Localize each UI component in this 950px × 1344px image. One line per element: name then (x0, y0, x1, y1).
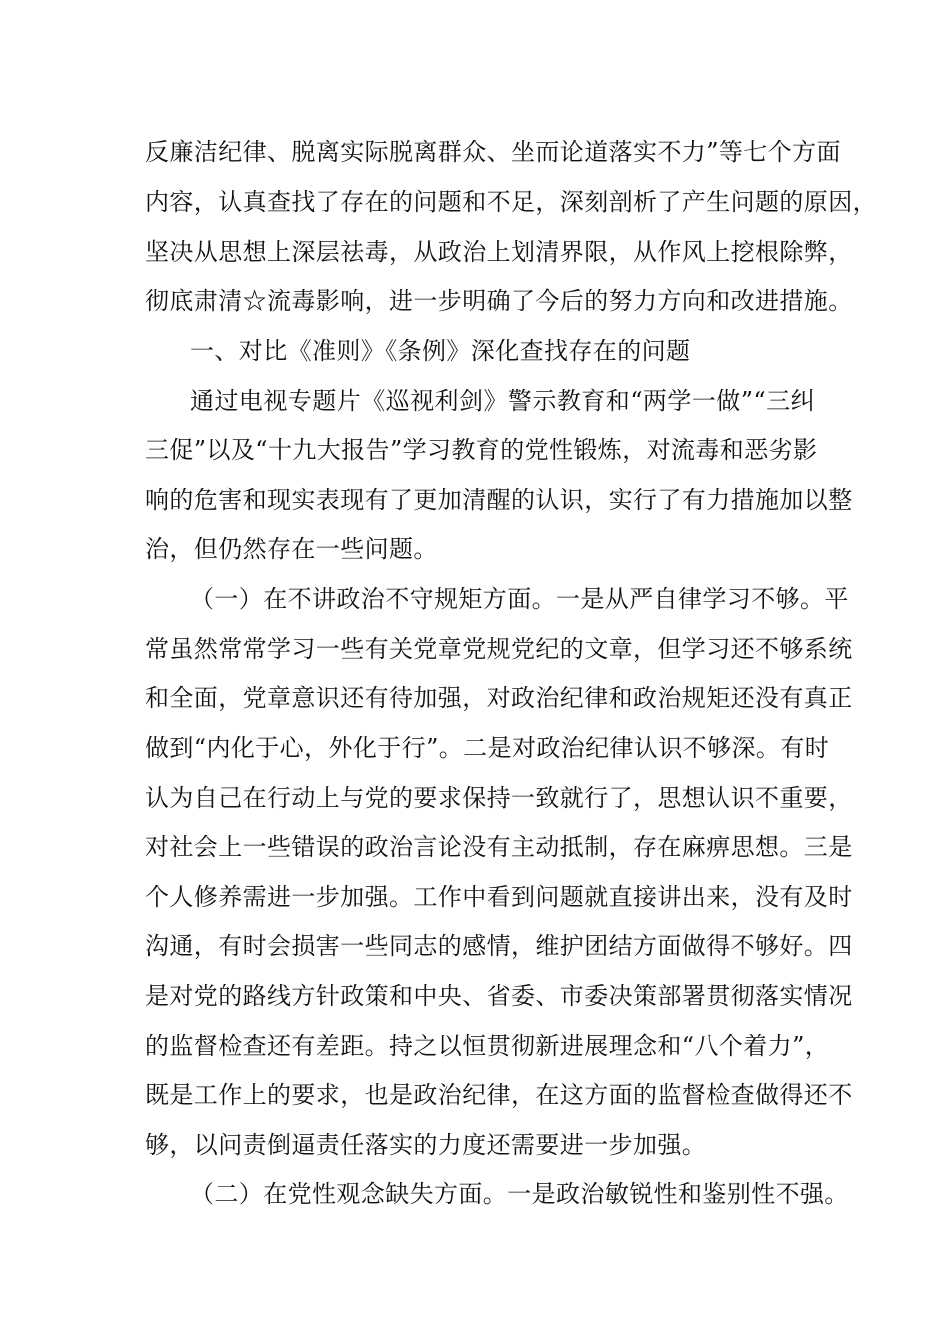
body-text-line: 坚决从思想上深层祛毒，从政治上划清界限，从作风上挖根除弊， (145, 238, 853, 266)
body-text-line: 够，以问责倒逼责任落实的力度还需要进一步加强。 (145, 1131, 707, 1159)
body-text-line: 三促”以及“十九大报告”学习教育的党性锻炼，对流毒和恶劣影 (145, 436, 818, 464)
body-text-line: 通过电视专题片《巡视利剑》警示教育和“两学一做”“三纠 (190, 387, 815, 415)
body-text-line: 和全面，党章意识还有待加强，对政治纪律和政治规矩还没有真正 (145, 684, 853, 712)
body-text-line: 是对党的路线方针政策和中央、省委、市委决策部署贯彻落实情况 (145, 982, 853, 1010)
body-text-line: 既是工作上的要求，也是政治纪律，在这方面的监督检查做得还不 (145, 1081, 853, 1109)
body-text-line: 认为自己在行动上与党的要求保持一致就行了，思想认识不重要， (145, 784, 853, 812)
section-heading: 一、对比《准则》《条例》深化查找存在的问题 (190, 337, 691, 365)
body-text-line: 的监督检查还有差距。持之以恒贯彻新进展理念和“八个着力”， (145, 1032, 830, 1060)
body-text-line: 常虽然常常学习一些有关党章党规党纪的文章，但学习还不够系统 (145, 635, 853, 663)
body-text-line: 反廉洁纪律、脱离实际脱离群众、坐而论道落实不力”等七个方面 (145, 138, 841, 166)
body-text-line: 响的危害和现实表现有了更加清醒的认识，实行了有力措施加以整 (145, 486, 853, 514)
body-text-line: 治，但仍然存在一些问题。 (145, 535, 438, 563)
body-text-line: 沟通，有时会损害一些同志的感情，维护团结方面做得不够好。四 (145, 932, 853, 960)
body-text-line: 内容，认真查找了存在的问题和不足，深刻剖析了产生问题的原因， (145, 188, 877, 216)
body-text-line: 个人修养需进一步加强。工作中看到问题就直接讲出来，没有及时 (145, 883, 853, 911)
subsection-heading: （二）在党性观念缺失方面。一是政治敏锐性和鉴别性不强。 (190, 1180, 849, 1208)
body-text-line: 彻底肃清☆流毒影响，进一步明确了今后的努力方向和改进措施。 (145, 287, 853, 315)
body-text-line: 对社会上一些错误的政治言论没有主动抵制，存在麻痹思想。三是 (145, 833, 853, 861)
body-text-line: 做到“内化于心，外化于行”。二是对政治纪律认识不够深。有时 (145, 734, 830, 762)
subsection-heading: （一）在不讲政治不守规矩方面。一是从严自律学习不够。平 (190, 585, 849, 613)
